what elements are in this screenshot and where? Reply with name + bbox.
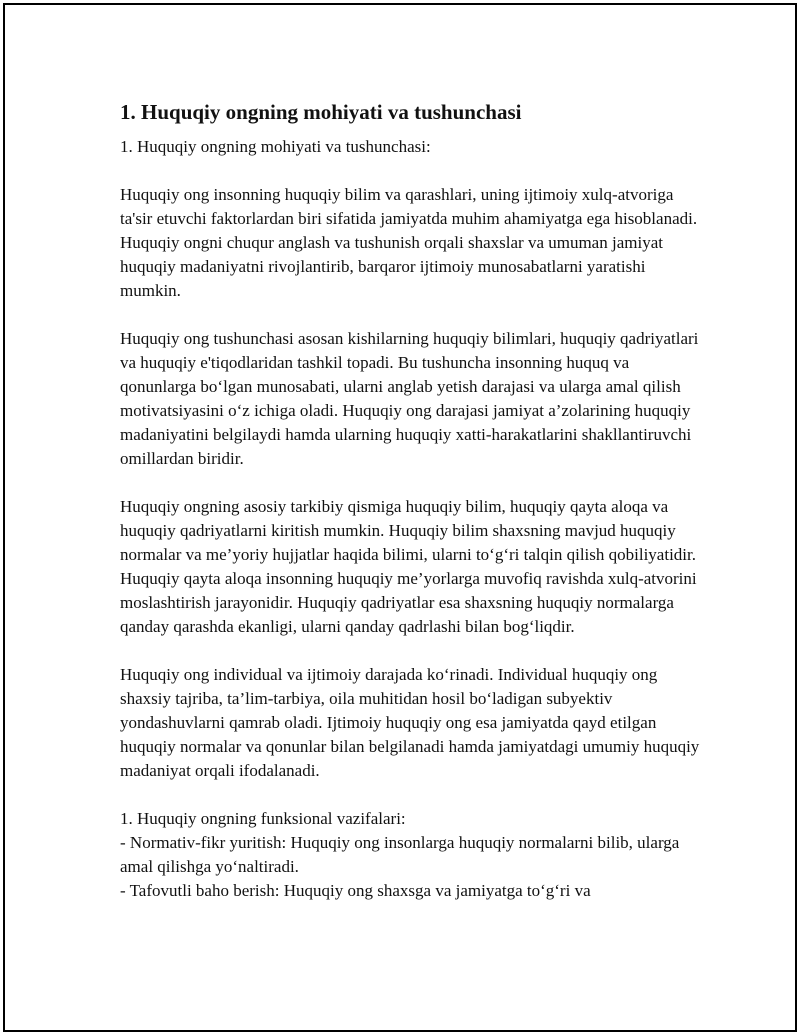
paragraph-3: Huquqiy ongning asosiy tarkibiy qismiga huquqiy bilim, huquqiy qayta aloqa va huquqiy qadriyatlarni kiritish mumkin. Huquqiy bilim shaxsning mavjud huquqiy normalar va me’yoriy hujjatlar haqida bilimi, ularni to‘g‘ri talqin qilish qobiliyatidir. Huquqiy qayta aloqa insonning huquqiy me’yorlarga muvofiq ravishda xulq-atvorini moslashtirish jarayonidir. Huquqiy qadriyatlar esa shaxsning huquqiy normalarga qanday qarashda ekanligi, ularni qanday qadrlashi bilan bog‘liqdir. [120,497,697,636]
functions-heading: 1. Huquqiy ongning funksional vazifalari: [120,809,406,828]
paragraph-1: Huquqiy ong insonning huquqiy bilim va qarashlari, uning ijtimoiy xulq-atvoriga ta'sir etuvchi faktorlardan biri sifatida jamiyatda muhim ahamiyatga ega hisoblanadi. Huquqiy ongni chuqur anglash va tushunish orqali shaxslar va umuman jamiyat huquqiy madaniyatni rivojlantirib, barqaror ijtimoiy munosabatlarni yaratishi mumkin. [120,185,698,300]
list-item: - Tafovutli baho berish: Huquqiy ong shaxsga va jamiyatga to‘g‘ri va [120,881,591,900]
document-title: 1. Huquqiy ongning mohiyati va tushunchasi [120,100,522,124]
list-item: - Normativ-fikr yuritish: Huquqiy ong insonlarga huquqiy normalarni bilib, ularga amal qilishga yo‘naltiradi. [120,833,680,876]
section-subheading: 1. Huquqiy ongning mohiyati va tushunchasi: [120,137,431,156]
paragraph-4: Huquqiy ong individual va ijtimoiy darajada ko‘rinadi. Individual huquqiy ong shaxsiy tajriba, ta’lim-tarbiya, oila muhitidan hosil bo‘ladigan subyektiv yondashuvlarni qamrab oladi. Ijtimoiy huquqiy ong esa jamiyatda qayd etilgan huquqiy normalar va qonunlar bilan belgilanadi hamda jamiyatdagi umumiy huquqiy madaniyat orqali ifodalanadi. [120,665,700,780]
document-body [120,98,700,903]
paragraph-2: Huquqiy ong tushunchasi asosan kishilarning huquqiy bilimlari, huquqiy qadriyatlari va huquqiy e'tiqodlaridan tashkil topadi. Bu tushuncha insonning huquq va qonunlarga bo‘lgan munosabati, ularni anglab yetish darajasi va ularga amal qilish motivatsiyasini o‘z ichiga oladi. Huquqiy ong darajasi jamiyat a’zolarining huquqiy madaniyatini belgilaydi hamda ularning huquqiy xatti-harakatlarini shakllantiruvchi omillardan biridir. [120,329,699,468]
page-frame [3,3,797,1032]
